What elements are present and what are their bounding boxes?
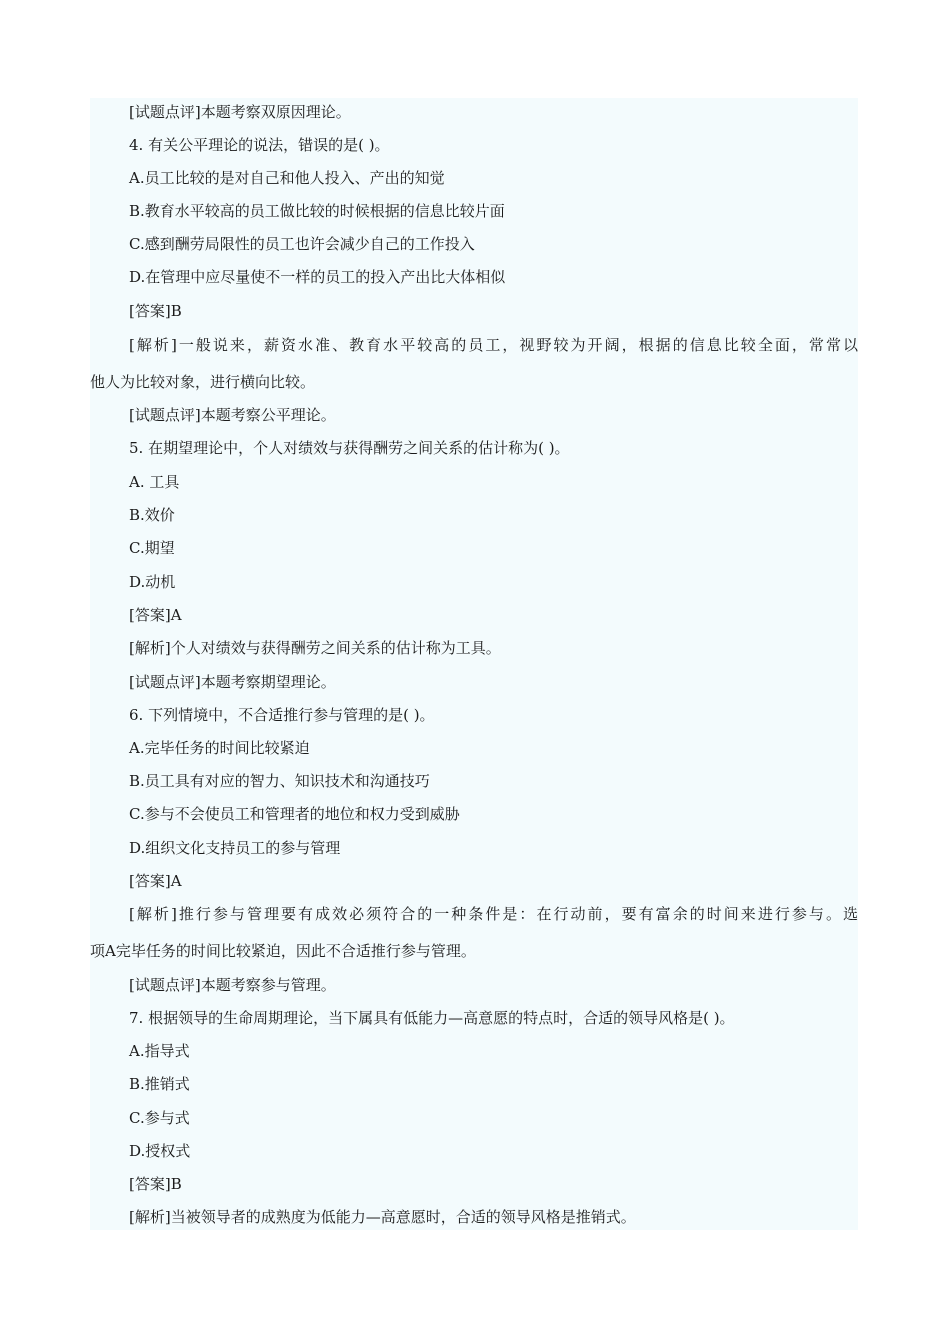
option-c: C.参与式 (129, 1109, 190, 1127)
option-b: B.教育水平较高的员工做比较的时候根据的信息比较片面 (129, 202, 505, 220)
option-a: A.员工比较的是对自己和他人投入、产出的知觉 (129, 169, 445, 187)
answer: [答案]A (129, 872, 182, 890)
option-a: A.完毕任务的时间比较紧迫 (129, 739, 310, 757)
option-d: D.授权式 (129, 1142, 191, 1160)
option-b: B.员工具有对应的智力、知识技术和沟通技巧 (129, 772, 430, 790)
review-note: [试题点评]本题考察参与管理。 (129, 976, 336, 994)
answer: [答案]B (129, 1175, 182, 1193)
question-5: 5. 在期望理论中，个人对绩效与获得酬劳之间关系的估计称为( )。 (129, 439, 570, 457)
option-a: A. 工具 (129, 473, 180, 491)
document-content (90, 98, 858, 1230)
option-c: C.感到酬劳局限性的员工也许会减少自己的工作投入 (129, 235, 475, 253)
review-note: [试题点评]本题考察双原因理论。 (129, 103, 351, 121)
option-b: B.推销式 (129, 1075, 190, 1093)
review-note: [试题点评]本题考察公平理论。 (129, 406, 336, 424)
option-a: A.指导式 (129, 1042, 190, 1060)
explanation: [解析]当被领导者的成熟度为低能力—高意愿时，合适的领导风格是推销式。 (129, 1208, 636, 1226)
option-c: C.参与不会使员工和管理者的地位和权力受到威胁 (129, 805, 460, 823)
explanation: [解析]推行参与管理要有成效必须符合的一种条件是：在行动前，要有富余的时间来进行参与。选 (129, 905, 858, 923)
explanation-continued: 他人为比较对象，进行横向比较。 (90, 373, 316, 391)
explanation: [解析]个人对绩效与获得酬劳之间关系的估计称为工具。 (129, 639, 501, 657)
answer: [答案]A (129, 606, 182, 624)
option-d: D.组织文化支持员工的参与管理 (129, 839, 341, 857)
question-4: 4. 有关公平理论的说法，错误的是( )。 (129, 136, 390, 154)
question-7: 7. 根据领导的生命周期理论，当下属具有低能力—高意愿的特点时，合适的领导风格是( )。 (129, 1009, 735, 1027)
option-d: D.动机 (129, 573, 176, 591)
explanation: [解析]一般说来，薪资水准、教育水平较高的员工，视野较为开阔，根据的信息比较全面，常常以 (129, 336, 858, 354)
answer: [答案]B (129, 302, 182, 320)
option-b: B.效价 (129, 506, 175, 524)
option-d: D.在管理中应尽量使不一样的员工的投入产出比大体相似 (129, 268, 506, 286)
option-c: C.期望 (129, 539, 175, 557)
review-note: [试题点评]本题考察期望理论。 (129, 673, 336, 691)
question-6: 6. 下列情境中，不合适推行参与管理的是( )。 (129, 706, 435, 724)
explanation-continued: 项A完毕任务的时间比较紧迫，因此不合适推行参与管理。 (90, 942, 476, 960)
